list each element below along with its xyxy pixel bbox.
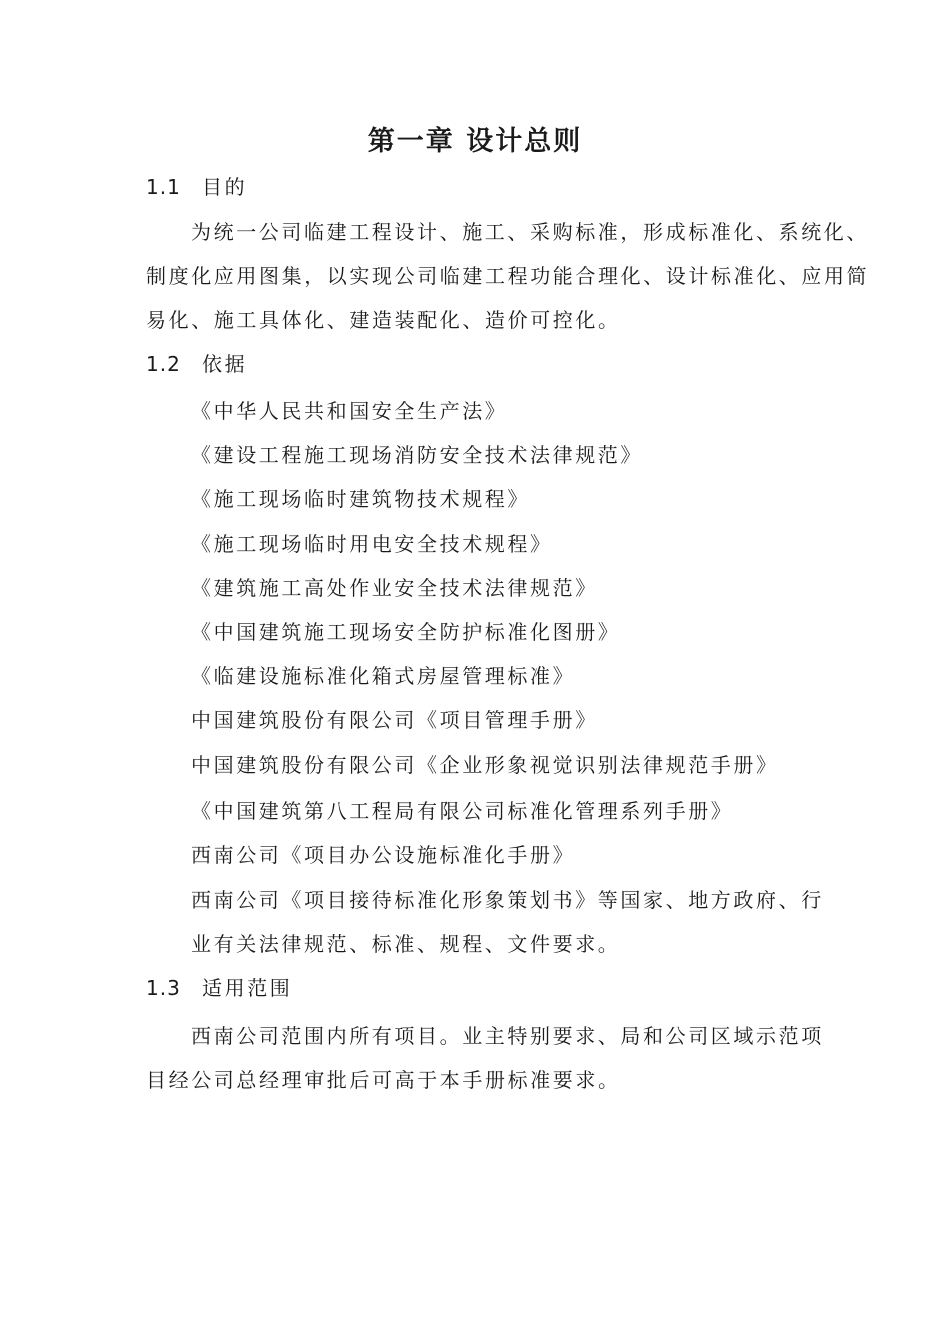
paragraph-line: 为统一公司临建工程设计、施工、采购标准，形成标准化、系统化、 (191, 220, 869, 244)
reference-item: 业有关法律规范、标准、规程、文件要求。 (191, 932, 621, 956)
section-number: 1.1 (146, 175, 181, 199)
reference-item: 《临建设施标准化箱式房屋管理标准》 (191, 664, 576, 688)
section-heading-1-1 (146, 173, 247, 201)
reference-item: 西南公司《项目接待标准化形象策划书》等国家、地方政府、行 (191, 888, 824, 912)
paragraph-line: 西南公司范围内所有项目。业主特别要求、局和公司区域示范项 (191, 1024, 824, 1048)
reference-item: 《建筑施工高处作业安全技术法律规范》 (191, 576, 598, 600)
reference-item: 中国建筑股份有限公司《企业形象视觉识别法律规范手册》 (191, 753, 779, 777)
reference-item: 《施工现场临时建筑物技术规程》 (191, 487, 530, 511)
chapter-title: 第一章 设计总则 (367, 126, 583, 157)
reference-item: 《建设工程施工现场消防安全技术法律规范》 (191, 443, 643, 467)
paragraph-line: 易化、施工具体化、建造装配化、造价可控化。 (146, 308, 621, 332)
reference-item: 《施工现场临时用电安全技术规程》 (191, 532, 553, 556)
reference-item: 西南公司《项目办公设施标准化手册》 (191, 843, 576, 867)
reference-item: 中国建筑股份有限公司《项目管理手册》 (191, 708, 598, 732)
reference-item: 《中国建筑第八工程局有限公司标准化管理系列手册》 (191, 799, 734, 823)
paragraph-line: 制度化应用图集，以实现公司临建工程功能合理化、设计标准化、应用简 (146, 264, 870, 288)
section-heading-1-2 (146, 350, 247, 378)
section-number: 1.3 (146, 976, 181, 1000)
section-title: 依据 (202, 352, 248, 376)
reference-item: 《中华人民共和国安全生产法》 (191, 399, 508, 423)
paragraph-line: 目经公司总经理审批后可高于本手册标准要求。 (146, 1068, 621, 1092)
section-title: 目的 (202, 175, 248, 199)
section-heading-1-3 (146, 974, 292, 1002)
section-number: 1.2 (146, 352, 181, 376)
reference-item: 《中国建筑施工现场安全防护标准化图册》 (191, 620, 621, 644)
section-title: 适用范围 (202, 976, 293, 1000)
